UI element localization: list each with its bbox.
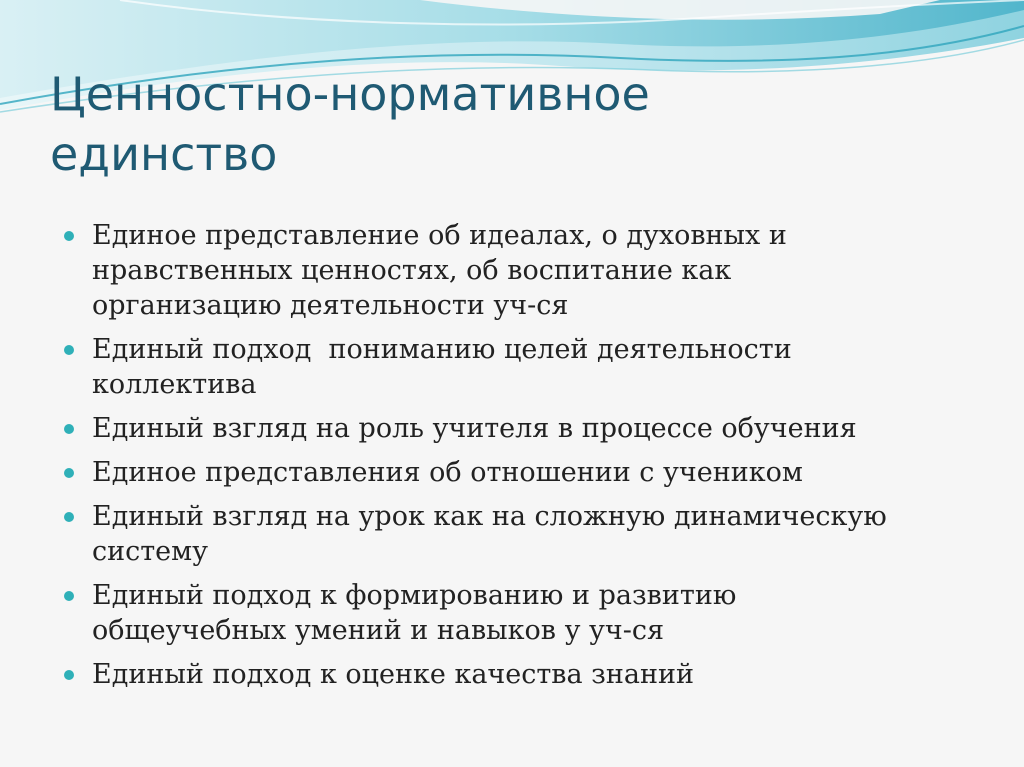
slide-title-line-1: Ценностно-нормативное — [50, 67, 650, 121]
bullet-dot-icon — [64, 424, 74, 434]
bullet-item — [64, 332, 964, 402]
bullet-text-line: общеучебных умений и навыков у уч-ся — [92, 615, 665, 646]
bullet-item — [64, 218, 964, 323]
bullet-item — [64, 499, 964, 569]
bullet-text-line: организацию деятельности уч-ся — [92, 290, 569, 321]
bullet-dot-icon — [64, 345, 74, 355]
slide-title — [50, 64, 990, 184]
bullet-item — [64, 657, 964, 692]
bullet-list — [64, 218, 964, 701]
bullet-text-line: Единый подход пониманию целей деятельности — [92, 334, 792, 365]
bullet-dot-icon — [64, 231, 74, 241]
bullet-text-line: Единый взгляд на роль учителя в процессе обучения — [92, 413, 857, 444]
bullet-text-line: Единое представления об отношении с учеником — [92, 457, 803, 488]
bullet-dot-icon — [64, 591, 74, 601]
bullet-text-line: нравственных ценностях, об воспитание как — [92, 255, 732, 286]
bullet-dot-icon — [64, 512, 74, 522]
bullet-text-line: систему — [92, 536, 209, 567]
bullet-item — [64, 455, 964, 490]
bullet-text-line: коллектива — [92, 369, 257, 400]
bullet-item — [64, 578, 964, 648]
bullet-dot-icon — [64, 468, 74, 478]
slide-title-line-2: единство — [50, 127, 278, 181]
bullet-dot-icon — [64, 670, 74, 680]
bullet-text-line: Единое представление об идеалах, о духовных и — [92, 220, 787, 251]
bullet-item — [64, 411, 964, 446]
bullet-text-line: Единый подход к оценке качества знаний — [92, 659, 694, 690]
bullet-text-line: Единый взгляд на урок как на сложную динамическую — [92, 501, 887, 532]
bullet-text-line: Единый подход к формированию и развитию — [92, 580, 737, 611]
